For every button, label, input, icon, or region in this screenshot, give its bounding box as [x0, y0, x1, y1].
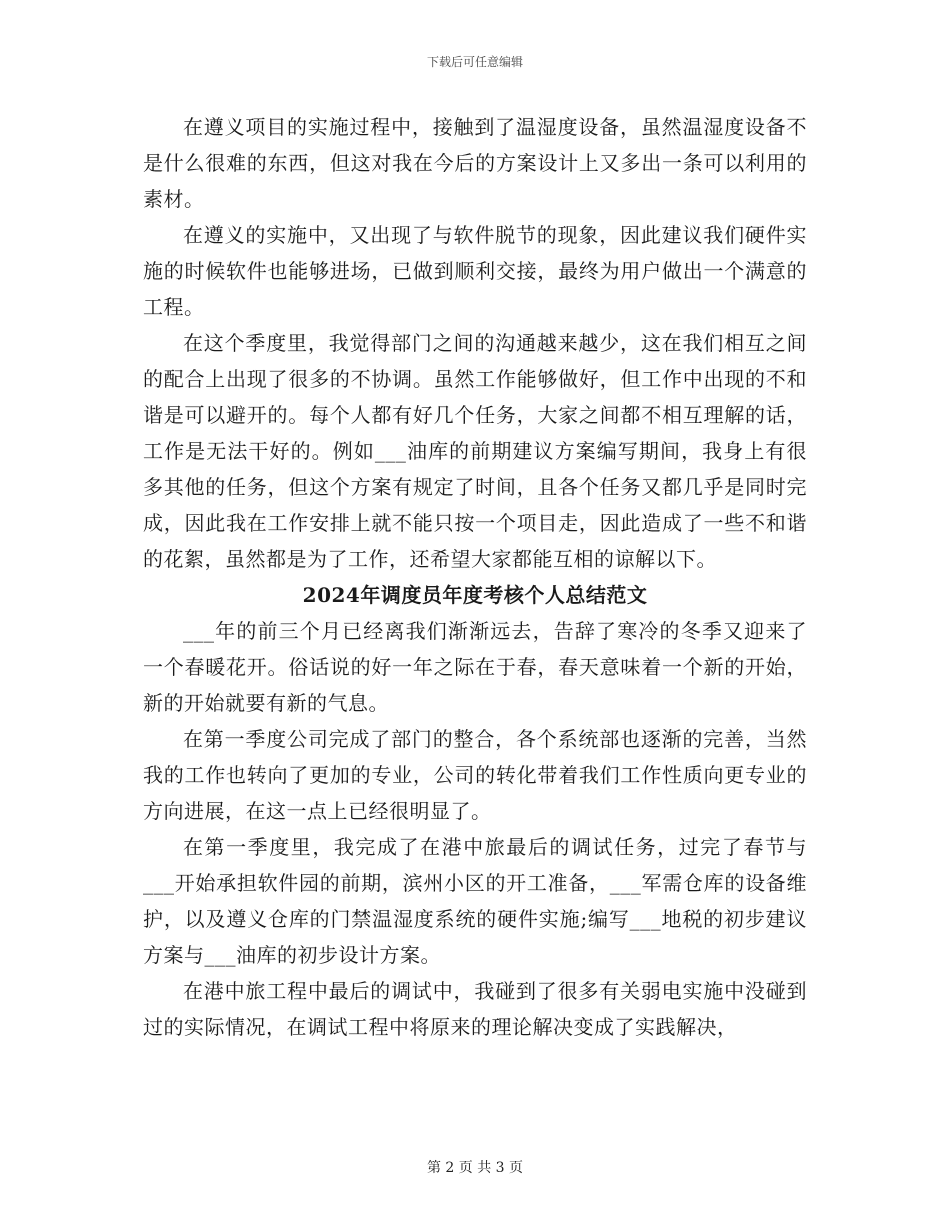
page-number-footer: 第 2 页 共 3 页: [426, 1160, 524, 1176]
body-paragraph: 在遵义的实施中，又出现了与软件脱节的现象，因此建议我们硬件实施的时候软件也能够进场，已做到顺利交接，最终为用户做出一个满意的工程。: [143, 223, 807, 319]
body-paragraph: 在港中旅工程中最后的调试中，我碰到了很多有关弱电实施中没碰到过的实际情况，在调试工程中将原来的理论解决变成了实践解决，: [143, 979, 807, 1039]
body-paragraph: 在这个季度里，我觉得部门之间的沟通越来越少，这在我们相互之间的配合上出现了很多的不协调。虽然工作能够做好，但工作中出现的不和谐是可以避开的。每个人都有好几个任务，大家之间都不相互理解的话，工作是无法干好的。例如___油库的前期建议方案编写期间，我身上有很多其他的任务，但这个方案有规定了时间，且各个任务又都几乎是同时完成，因此我在工作安排上就不能只按一个项目走，因此造成了一些不和谐的花絮，虽然都是为了工作，还希望大家都能互相的谅解以下。: [143, 331, 807, 571]
page-header-note: 下载后可任意编辑: [426, 55, 523, 69]
body-paragraph: 在第一季度里，我完成了在港中旅最后的调试任务，过完了春节与___开始承担软件园的前期，滨州小区的开工准备，___军需仓库的设备维护，以及遵义仓库的门禁温湿度系统的硬件实施;编写___地税的初步建议方案与___油库的初步设计方案。: [143, 835, 807, 967]
body-paragraph: ___年的前三个月已经离我们渐渐远去，告辞了寒冷的冬季又迎来了一个春暖花开。俗话说的好一年之际在于春，春天意味着一个新的开始，新的开始就要有新的气息。: [143, 619, 807, 715]
body-paragraph: 在遵义项目的实施过程中，接触到了温湿度设备，虽然温湿度设备不是什么很难的东西，但这对我在今后的方案设计上又多出一条可以利用的素材。: [143, 115, 807, 211]
body-paragraph: 在第一季度公司完成了部门的整合，各个系统部也逐渐的完善，当然我的工作也转向了更加的专业，公司的转化带着我们工作性质向更专业的方向进展，在这一点上已经很明显了。: [143, 727, 807, 823]
section-title: 2024年调度员年度考核个人总结范文: [302, 583, 648, 607]
document-body: [143, 109, 807, 1045]
